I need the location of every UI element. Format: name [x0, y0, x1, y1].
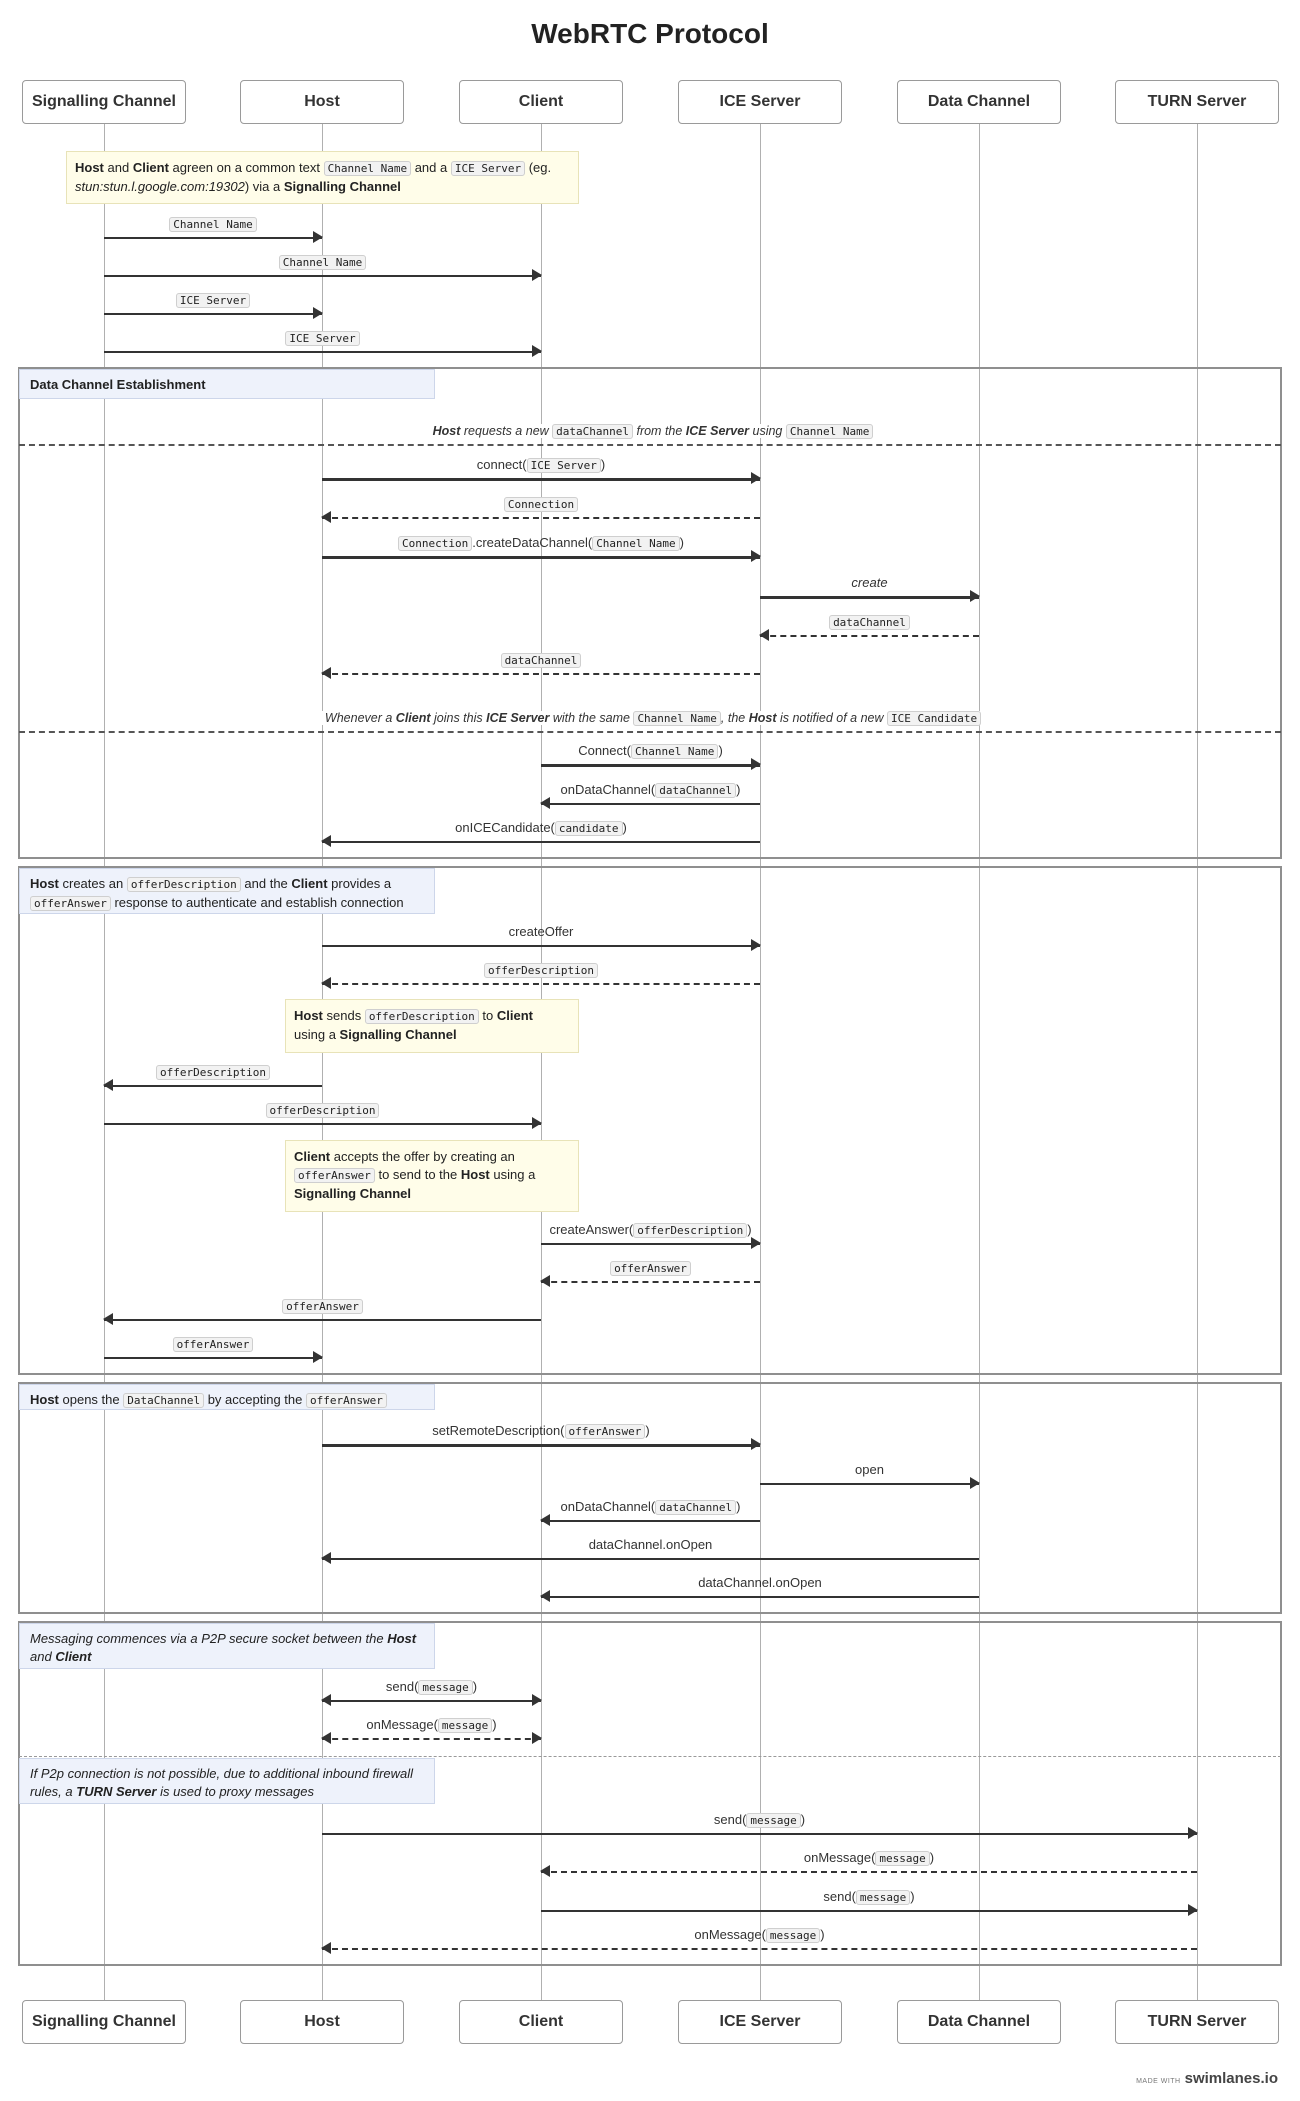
text: to: [478, 1008, 497, 1023]
text: and the: [240, 876, 292, 891]
bold-text: Host: [30, 876, 59, 891]
arrow-line: [322, 1948, 1197, 1950]
text: onDataChannel(: [560, 782, 656, 797]
code-token: Channel Name: [324, 161, 411, 176]
message-label: [760, 614, 979, 629]
message-label: [322, 962, 760, 977]
arrow-head: [532, 1117, 542, 1129]
code-token: ICE Server: [527, 458, 601, 473]
text: using a: [489, 1167, 536, 1182]
arrow-line: [541, 764, 760, 767]
note: [285, 1140, 579, 1212]
message-label: [322, 535, 760, 550]
arrow-head: [321, 1552, 331, 1564]
text: sends: [322, 1008, 365, 1023]
text: createOffer: [508, 924, 574, 939]
group-label: [19, 1623, 435, 1669]
text: and a: [411, 160, 451, 175]
footer-brand: [1136, 2070, 1278, 2087]
group-label: [19, 868, 435, 914]
actor-signalling-channel: Signalling Channel: [22, 80, 186, 124]
text: dataChannel.onOpen: [588, 1537, 713, 1552]
bold-text: Client: [291, 876, 328, 891]
code-token: offerAnswer: [306, 1393, 387, 1408]
italic-text: and: [30, 1649, 56, 1664]
code-token: dataChannel: [829, 615, 910, 630]
bold-text: Data Channel Establishment: [30, 377, 206, 392]
arrow-line: [322, 1833, 1197, 1835]
bold-text: Host: [30, 1392, 59, 1407]
code-token: Connection: [398, 536, 472, 551]
message-label: [541, 1889, 1197, 1904]
text: ): [820, 1927, 825, 1942]
text: dataChannel.onOpen: [698, 1575, 822, 1590]
arrow-line: [104, 1123, 541, 1125]
code-token: dataChannel: [655, 1500, 736, 1515]
arrow-line: [541, 1281, 760, 1283]
arrow-head: [751, 472, 761, 484]
actor-client: Client: [459, 80, 623, 124]
text: createAnswer(: [549, 1222, 634, 1237]
arrow-line: [322, 983, 760, 985]
message-label: [541, 782, 760, 797]
arrow-head: [321, 1732, 331, 1744]
text: open: [855, 1462, 884, 1477]
text: joins this: [430, 711, 487, 725]
group-label: [19, 1384, 435, 1410]
note: [66, 151, 579, 204]
code-token: ICE Candidate: [887, 711, 981, 726]
bold-text: Client: [132, 160, 169, 175]
text: ): [492, 1717, 497, 1732]
arrow-head: [532, 1694, 542, 1706]
message-label: [104, 330, 541, 345]
text: Whenever a: [324, 711, 396, 725]
divider-line: [19, 1756, 1281, 1757]
bold-text: Signalling Channel: [294, 1186, 412, 1201]
arrow-head: [532, 1732, 542, 1744]
arrow-head: [751, 550, 761, 562]
diagram-title: WebRTC Protocol: [531, 18, 769, 49]
code-token: message: [746, 1813, 800, 1828]
arrow-line: [541, 1871, 1197, 1873]
text: ): [472, 1679, 478, 1694]
group-label: [19, 369, 435, 399]
arrow-head: [321, 835, 331, 847]
code-token: offerAnswer: [565, 1424, 646, 1439]
message-label: [760, 1462, 979, 1477]
arrow-head: [970, 1477, 980, 1489]
arrow-line: [322, 556, 760, 559]
divider-line: [19, 731, 1281, 733]
code-token: dataChannel: [552, 424, 633, 439]
arrow-line: [541, 1243, 760, 1245]
code-token: ICE Server: [176, 293, 250, 308]
text: from the: [633, 424, 686, 438]
footer-made-with: MADE WITH: [1136, 2078, 1181, 2085]
text: ): [622, 820, 627, 835]
text: setRemoteDescription(: [432, 1423, 565, 1438]
arrow-line: [104, 237, 322, 239]
text: ): [736, 782, 741, 797]
code-token: message: [418, 1680, 472, 1695]
arrow-head: [313, 307, 323, 319]
arrow-line: [322, 945, 760, 947]
code-token: offerDescription: [633, 1223, 747, 1238]
code-token: offerDescription: [365, 1009, 479, 1024]
arrow-line: [322, 673, 760, 675]
divider-caption: [19, 424, 1287, 438]
message-label: [322, 1423, 760, 1438]
arrow-head: [540, 1590, 550, 1602]
arrow-line: [541, 1596, 979, 1598]
text: ): [910, 1889, 915, 1904]
arrow-head: [532, 345, 542, 357]
code-token: Connection: [504, 497, 578, 512]
text: ): [718, 743, 723, 758]
code-token: offerAnswer: [30, 896, 111, 911]
arrow-head: [321, 511, 331, 523]
arrow-head: [751, 1438, 761, 1450]
text: Connect(: [578, 743, 631, 758]
message-label: [104, 216, 322, 231]
arrow-line: [322, 1444, 760, 1447]
arrow-head: [540, 1275, 550, 1287]
message-label: [541, 1499, 760, 1514]
code-token: ICE Server: [285, 331, 359, 346]
group-label: [19, 1758, 435, 1804]
arrow-line: [322, 1558, 979, 1560]
actor-ice-server: ICE Server: [678, 2000, 842, 2044]
message-label: [322, 496, 760, 511]
bold-text: Host: [294, 1008, 323, 1023]
code-token: offerAnswer: [610, 1261, 691, 1276]
code-token: offerDescription: [266, 1103, 380, 1118]
bold-text: Signalling Channel: [339, 1027, 457, 1042]
text: connect(: [476, 457, 527, 472]
message-label: [541, 1575, 979, 1590]
text: send(: [823, 1889, 856, 1904]
arrow-line: [104, 1319, 541, 1321]
code-token: DataChannel: [123, 1393, 204, 1408]
code-token: offerAnswer: [173, 1337, 254, 1352]
text: ): [747, 1222, 752, 1237]
message-label: [541, 1260, 760, 1275]
text: send(: [713, 1812, 747, 1827]
text: by accepting the: [204, 1392, 306, 1407]
italic-text: create: [851, 575, 888, 590]
text: onMessage(: [694, 1927, 766, 1942]
text: , the: [720, 711, 749, 725]
bold-text: Client: [496, 1008, 533, 1023]
arrow-head: [321, 1942, 331, 1954]
message-label: [322, 1927, 1197, 1942]
text: and: [103, 160, 133, 175]
bold-text: Host: [75, 160, 104, 175]
italic-text: stun:stun.l.google.com:19302: [75, 179, 245, 194]
arrow-line: [760, 635, 979, 637]
code-token: offerDescription: [484, 963, 598, 978]
arrow-line: [541, 1520, 760, 1522]
text: onICECandidate(: [455, 820, 555, 835]
actor-turn-server: TURN Server: [1115, 80, 1279, 124]
arrow-head: [751, 758, 761, 770]
arrow-head: [759, 629, 769, 641]
text: onDataChannel(: [560, 1499, 656, 1514]
divider-caption-text: [322, 711, 984, 725]
actor-data-channel: Data Channel: [897, 2000, 1061, 2044]
message-label: [104, 254, 541, 269]
actor-turn-server: TURN Server: [1115, 2000, 1279, 2044]
actor-client: Client: [459, 2000, 623, 2044]
text: onMessage(: [803, 1850, 876, 1865]
code-token: Channel Name: [633, 711, 720, 726]
code-token: offerDescription: [127, 877, 241, 892]
bold-text: Client: [294, 1149, 331, 1164]
arrow-line: [322, 517, 760, 519]
arrow-line: [104, 313, 322, 315]
code-token: message: [766, 1928, 820, 1943]
arrow-line: [104, 351, 541, 353]
message-label: [541, 1222, 760, 1237]
arrow-head: [540, 1514, 550, 1526]
message-label: [541, 1850, 1197, 1865]
arrow-line: [104, 275, 541, 277]
divider-caption: [19, 711, 1287, 725]
arrow-head: [103, 1079, 113, 1091]
note: [285, 999, 579, 1053]
italic-text: rules, a: [30, 1784, 77, 1799]
arrow-head: [970, 590, 980, 602]
text: using: [749, 424, 786, 438]
code-token: candidate: [555, 821, 623, 836]
message-label: [104, 1336, 322, 1351]
message-label: [104, 292, 322, 307]
bold-text: ICE Server: [486, 711, 550, 725]
actor-data-channel: Data Channel: [897, 80, 1061, 124]
message-label: [104, 1102, 541, 1117]
arrow-line: [104, 1085, 322, 1087]
text: provides a: [327, 876, 392, 891]
bold-text: Host: [748, 711, 777, 725]
arrow-head: [751, 1237, 761, 1249]
code-token: offerDescription: [156, 1065, 270, 1080]
italic-text: Messaging commences via a P2P secure socket between the: [30, 1631, 388, 1646]
text: .createDataChannel(: [472, 535, 593, 550]
message-label: [322, 924, 760, 939]
message-label: [760, 575, 979, 590]
actor-signalling-channel: Signalling Channel: [22, 2000, 186, 2044]
message-label: [541, 743, 760, 758]
arrow-head: [103, 1313, 113, 1325]
divider-caption-text: [430, 424, 877, 438]
code-token: dataChannel: [501, 653, 582, 668]
text: ) via a: [244, 179, 284, 194]
text: ): [736, 1499, 741, 1514]
text: to send to the: [374, 1167, 461, 1182]
code-token: dataChannel: [655, 783, 736, 798]
actor-ice-server: ICE Server: [678, 80, 842, 124]
bold-text: Host: [460, 1167, 490, 1182]
message-label: [322, 457, 760, 472]
arrow-line: [760, 1483, 979, 1485]
text: ): [645, 1423, 650, 1438]
code-token: Channel Name: [786, 424, 873, 439]
arrow-line: [322, 478, 760, 481]
divider-line: [19, 444, 1281, 446]
italic-text: is used to proxy messages: [156, 1784, 314, 1799]
code-token: message: [438, 1718, 492, 1733]
arrow-head: [313, 231, 323, 243]
actor-host: Host: [240, 2000, 404, 2044]
arrow-head: [321, 1694, 331, 1706]
text: send(: [385, 1679, 419, 1694]
text: ): [679, 535, 685, 550]
code-token: Channel Name: [592, 536, 679, 551]
arrow-head: [532, 269, 542, 281]
arrow-head: [321, 667, 331, 679]
message-label: [104, 1298, 541, 1313]
arrow-line: [760, 596, 979, 599]
footer-brand-name: swimlanes.io: [1184, 2070, 1278, 2087]
bold-italic-text: Client: [55, 1649, 92, 1664]
text: is notified of a new: [776, 711, 887, 725]
text: ): [800, 1812, 806, 1827]
arrow-head: [751, 939, 761, 951]
bold-italic-text: Host: [387, 1631, 417, 1646]
arrow-line: [322, 841, 760, 843]
message-label: [104, 1064, 322, 1079]
text: with the same: [549, 711, 634, 725]
message-label: [322, 1717, 541, 1732]
message-label: [322, 1679, 541, 1694]
italic-text: If P2p connection is not possible, due to additional inbound firewall: [30, 1766, 414, 1781]
message-label: [322, 1537, 979, 1552]
code-token: Channel Name: [279, 255, 366, 270]
arrow-head: [1188, 1827, 1198, 1839]
code-token: message: [875, 1851, 929, 1866]
code-token: message: [856, 1890, 910, 1905]
bold-italic-text: TURN Server: [76, 1784, 157, 1799]
text: creates an: [58, 876, 127, 891]
text: using a: [294, 1027, 340, 1042]
code-token: Channel Name: [169, 217, 256, 232]
arrow-head: [540, 1865, 550, 1877]
message-label: [322, 1812, 1197, 1827]
bold-text: Host: [432, 424, 461, 438]
bold-text: Client: [395, 711, 431, 725]
arrow-head: [321, 977, 331, 989]
bold-text: ICE Server: [685, 424, 750, 438]
text: accepts the offer by creating an: [330, 1149, 515, 1164]
text: opens the: [58, 1392, 124, 1407]
text: agreen on a common text: [168, 160, 324, 175]
arrow-line: [322, 1700, 541, 1702]
text: requests a new: [460, 424, 553, 438]
text: response to authenticate and establish connection: [110, 895, 404, 910]
arrow-line: [322, 1738, 541, 1740]
text: onMessage(: [366, 1717, 438, 1732]
arrow-head: [540, 797, 550, 809]
message-label: [322, 652, 760, 667]
arrow-line: [541, 1910, 1197, 1912]
bold-text: Signalling Channel: [283, 179, 401, 194]
arrow-head: [313, 1351, 323, 1363]
code-token: offerAnswer: [294, 1168, 375, 1183]
code-token: offerAnswer: [282, 1299, 363, 1314]
text: ): [929, 1850, 935, 1865]
arrow-line: [541, 803, 760, 805]
actor-host: Host: [240, 80, 404, 124]
text: (eg.: [525, 160, 552, 175]
code-token: Channel Name: [631, 744, 718, 759]
code-token: ICE Server: [451, 161, 525, 176]
arrow-head: [1188, 1904, 1198, 1916]
message-label: [322, 820, 760, 835]
text: ): [600, 457, 606, 472]
arrow-line: [104, 1357, 322, 1359]
